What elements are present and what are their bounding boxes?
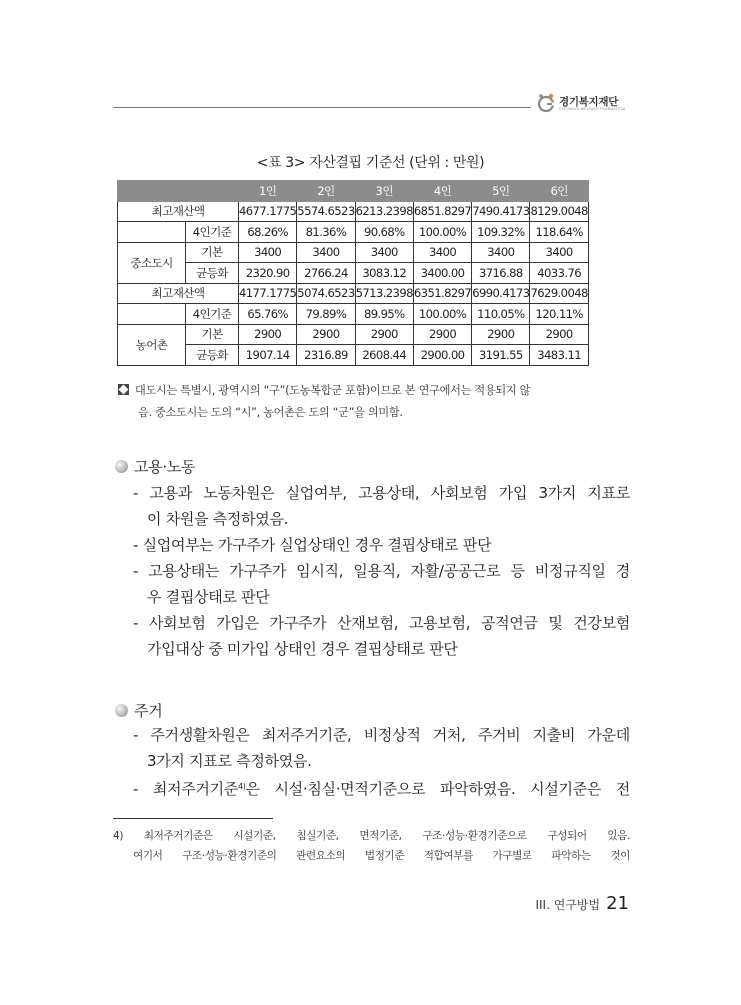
table-cell: 79.89% <box>297 304 355 325</box>
table-cell: 3191.55 <box>472 345 530 366</box>
table-row <box>118 283 589 304</box>
table-cell: 65.76% <box>239 304 297 325</box>
table-cell: 8129.0048 <box>530 201 588 222</box>
table-cell: 3400 <box>413 242 471 263</box>
text-run: 은 시설·침실·면적기준으로 파악하였음. 시설기준은 전 <box>245 780 630 798</box>
table-row <box>118 345 589 366</box>
table-cell: 2900 <box>239 324 297 345</box>
table-cell: 100.00% <box>413 222 471 243</box>
row-region-blank <box>118 304 186 325</box>
org-name: 경기복지재단 <box>559 96 619 108</box>
list-item-cont: 이 차원을 측정하였음. <box>147 510 289 528</box>
row-region: 최고재산액 <box>118 201 239 222</box>
list-item-cont: 가입대상 중 미가입 상태인 경우 결핍상태로 판단 <box>147 640 458 658</box>
table-cell: 100.00% <box>413 304 471 325</box>
table-cell: 4177.1775 <box>239 283 297 304</box>
table-cell: 2320.90 <box>239 263 297 284</box>
table-cell: 5713.2398 <box>355 283 413 304</box>
table-cell: 6213.2398 <box>355 201 413 222</box>
note-text: 대도시는 특별시, 광역시의 “구”(도농복합군 포함)이므로 본 연구에서는 적용되지 않 <box>135 384 531 397</box>
note-mark-icon <box>118 384 129 395</box>
note-line <box>118 380 630 402</box>
org-logo <box>535 92 645 116</box>
list-item: - 주거생활차원은 최저주거기준, 비정상적 거처, 주거비 지출비 가운데 <box>133 726 630 744</box>
table-header-row <box>118 181 589 202</box>
table-cell: 2900 <box>297 324 355 345</box>
header-blank-region <box>118 181 186 202</box>
page-number: 21 <box>606 893 629 914</box>
table-cell: 3400.00 <box>413 263 471 284</box>
table-cell: 3716.88 <box>472 263 530 284</box>
section-title: 주거 <box>134 702 163 720</box>
table-cell: 3400 <box>530 242 588 263</box>
chapter-label: III. 연구방법 <box>535 898 601 912</box>
text-run: - 최저주거기준 <box>133 780 238 798</box>
footnote-rule <box>113 818 273 819</box>
row-region-blank <box>118 222 186 243</box>
table-cell: 81.36% <box>297 222 355 243</box>
employment-list <box>133 480 630 662</box>
table-cell: 2608.44 <box>355 345 413 366</box>
table-row <box>118 222 589 243</box>
table-cell: 6351.8297 <box>413 283 471 304</box>
table-row <box>118 263 589 284</box>
table-cell: 2900 <box>355 324 413 345</box>
list-item-cont: 3가지 지표로 측정하였음. <box>147 752 312 770</box>
table-cell: 3400 <box>239 242 297 263</box>
table-row <box>118 201 589 222</box>
footnote-line: 여기서 구조·성능·환경기준의 관련요소의 법정기준 적합여부를 가구별로 파악하는 것이 <box>133 850 630 862</box>
list-item: - 고용과 노동차원은 실업여부, 고용상태, 사회보험 가입 3가지 지표로 <box>133 484 630 502</box>
table-cell: 3400 <box>472 242 530 263</box>
column-header: 4인 <box>413 181 471 202</box>
table-cell: 2900 <box>472 324 530 345</box>
list-item <box>133 774 630 802</box>
footnote-ref[interactable]: 4) <box>237 782 246 791</box>
table-cell: 5074.6523 <box>297 283 355 304</box>
note-line: 음. 중소도시는 도의 “시”, 농어촌은 도의 “군”을 의미함. <box>138 406 403 419</box>
table-cell: 118.64% <box>530 222 588 243</box>
table-cell: 3083.12 <box>355 263 413 284</box>
list-item-cont: 우 결핍상태로 판단 <box>147 588 270 606</box>
table-cell: 1907.14 <box>239 345 297 366</box>
table-cell: 5574.6523 <box>297 201 355 222</box>
footnote <box>113 826 630 866</box>
list-item: - 사회보험 가입은 가구주가 산재보험, 고용보험, 공적연금 및 건강보험 <box>133 614 630 632</box>
table-row <box>118 242 589 263</box>
table-cell: 2900 <box>413 324 471 345</box>
table-cell: 110.05% <box>472 304 530 325</box>
table-cell: 2316.89 <box>297 345 355 366</box>
table-cell: 6851.8297 <box>413 201 471 222</box>
footnote-line: 4) 최저주거기준은 시설기준, 침실기준, 면적기준, 구조·성능·환경기준으로 구성되어 있음. <box>113 830 630 842</box>
table-cell: 4677.1775 <box>239 201 297 222</box>
header-rule <box>113 107 531 108</box>
row-sub: 기본 <box>186 324 239 345</box>
table-cell: 89.95% <box>355 304 413 325</box>
row-region: 농어촌 <box>118 324 186 365</box>
table-cell: 3400 <box>355 242 413 263</box>
row-region: 중소도시 <box>118 242 186 283</box>
page-footer <box>535 893 629 914</box>
row-sub: 기본 <box>186 242 239 263</box>
table-cell: 68.26% <box>239 222 297 243</box>
column-header: 6인 <box>530 181 588 202</box>
table-row <box>118 304 589 325</box>
table-cell: 120.11% <box>530 304 588 325</box>
table-cell: 7490.4173 <box>472 201 530 222</box>
table-cell: 3400 <box>297 242 355 263</box>
column-header: 2인 <box>297 181 355 202</box>
table-cell: 90.68% <box>355 222 413 243</box>
header-blank-sub <box>186 181 239 202</box>
row-sub: 4인기준 <box>186 222 239 243</box>
table-note <box>118 380 630 424</box>
list-item: - 고용상태는 가구주가 임시직, 일용직, 자활/공공근로 등 비정규직일 경 <box>133 562 630 580</box>
table-cell: 2900.00 <box>413 345 471 366</box>
column-header: 1인 <box>239 181 297 202</box>
table-cell: 2900 <box>530 324 588 345</box>
section-bullet-icon <box>115 460 128 473</box>
table-cell: 3483.11 <box>530 345 588 366</box>
section-bullet-icon <box>115 704 128 717</box>
column-header: 3인 <box>355 181 413 202</box>
section-heading-employment <box>115 456 195 477</box>
section-title: 고용·노동 <box>134 458 196 476</box>
housing-list <box>133 722 630 802</box>
row-sub: 균등화 <box>186 345 239 366</box>
table-cell: 7629.0048 <box>530 283 588 304</box>
table-cell: 109.32% <box>472 222 530 243</box>
row-sub: 균등화 <box>186 263 239 284</box>
table-cell: 4033.76 <box>530 263 588 284</box>
list-item: - 실업여부는 가구주가 실업상태인 경우 결핍상태로 판단 <box>133 536 492 554</box>
row-sub: 4인기준 <box>186 304 239 325</box>
table-caption: <표 3> 자산결핍 기준선 (단위 : 만원) <box>256 155 485 171</box>
logo-mark-icon <box>535 92 557 114</box>
table-row <box>118 324 589 345</box>
asset-deprivation-table <box>117 180 589 366</box>
org-sub: GYEONGGI WELFARE FOUNDATION <box>559 107 625 111</box>
table-cell: 6990.4173 <box>472 283 530 304</box>
section-heading-housing <box>115 700 162 721</box>
row-region: 최고재산액 <box>118 283 239 304</box>
column-header: 5인 <box>472 181 530 202</box>
table-cell: 2766.24 <box>297 263 355 284</box>
